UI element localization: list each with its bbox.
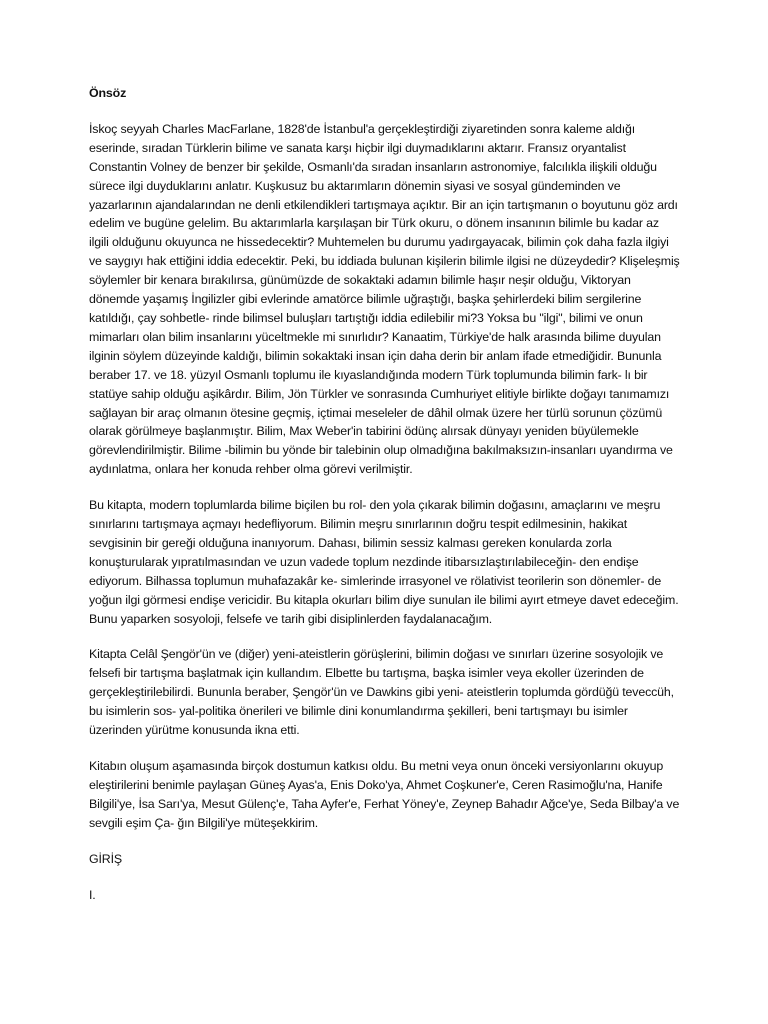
paragraph-1: İskoç seyyah Charles MacFarlane, 1828'de İstanbul'a gerçekleştirdiği ziyaretinden sonra kaleme aldığı eserinde, sıradan Türklerin bilime ve sanata karşı hiçbir ilgi duymadıklarını aktarır. Fransız oryantalist Constantin Volney de benzer bir şekilde, Osmanlı'da sıradan insanların astronomiye, falcılıkla ilişkili olduğu sürece ilgi duyduklarını anlatır. Kuşkusuz bu aktarımların dönemin siyasi ve sosyal gündeminden ve yazarlarının ajandalarından ne denli etkilendikleri tartışmaya açıktır. Bir an için tartışmanın o boyutunu göz ardı edelim ve bugüne gelelim. Bu aktarımlarla karşılaşan bir Türk okuru, o dönem insanının bilimle bu kadar az ilgili olduğunu okuyunca ne hissedecektir? Muhtemelen bu durumu yadırgayacak, bilimin çok daha fazla ilgiyi ve saygıyı hak ettiğini iddia edecektir. Peki, bu iddiada bulunan kişilerin bilimle ilgisi ne düzeydedir? Klişeleşmiş söylemler bir kenara bırakılırsa, günümüzde de sokaktaki adamın bilimle haşır neşir olduğu, Viktoryan dönemde yaşamış İngilizler gibi evlerinde amatörce bilimle uğraştığı, başka şehirlerdeki bilim sergilerine katıldığı, çay sohbetle- rinde bilimsel buluşları tartıştığı iddia edilebilir mi?3 Yoksa bu "ilgi", bilimi ve onun mimarları olan bilim insanlarını yüceltmekle mi sınırlıdır? Kanaatim, Türkiye'de halk arasında bilime duyulan ilginin söylem düzeyinde kaldığı, bilimin sokaktaki insan için daha derin bir anlam ifade etmediğidir. Bununla beraber 17. ve 18. yüzyıl Osmanlı toplumu ile kıyaslandığında modern Türk toplumunda bilimin fark- lı bir statüye sahip olduğu aşikârdır. Bilim, Jön Türkler ve sonrasında Cumhuriyet elitiyle birlikte doğayı tanımamızı sağlayan bir araç olmanın ötesine geçmiş, içtimai meseleler de dâhil olmak üzere her türlü sorunun çözümü olarak görülmeye başlanmıştır. Bilim, Max Weber'in tabirini ödünç alırsak dünyayı yeniden büyülemekle görevlendirilmiştir. Bilime -bilimin bu yönde bir talebinin olup olmadığına bakılmaksızın-insanları uyandırma ve aydınlatma, onlara her konuda rehber olma görevi verilmiştir. [89, 121, 680, 477]
section-number: I. [89, 887, 96, 902]
paragraph-2: Bu kitapta, modern toplumlarda bilime biçilen bu rol- den yola çıkarak bilimin doğasını, amaçlarını ve meşru sınırlarını tartışmaya açmayı hedefliyorum. Bilimin meşru sınırlarının doğru tespit edilmesinin, hakikat sevgisinin bir gereği olduğuna inanıyorum. Dahası, bilimin sessiz kalması gereken konularda zorla konuşturularak yıpratılmasından ve uzun vadede toplum nezdinde itibarsızlaştırılabileceğin- den endişe ediyorum. Bilhassa toplumun muhafazakâr ke- simlerinde irrasyonel ve rölativist teorilerin son dönemler- de yoğun ilgi görmesi endişe vericidir. Bu kitapla okurları bilim diye sunulan ile bilimi ayırt etmeye davet edeceğim. Bunu yaparken sosyoloji, felsefe ve tarih gibi disiplinlerden faydalanacağım. [89, 498, 679, 626]
preface-title: Önsöz [89, 86, 127, 100]
section-heading: GİRİŞ [89, 851, 122, 866]
paragraph-3: Kitapta Celâl Şengör'ün ve (diğer) yeni-ateistlerin görüşlerini, bilimin doğası ve sınırları üzerine sosyolojik ve felsefi bir tartışma başlatmak için kullandım. Elbette bu tartışma, başka isimler veya ekoller üzerinden de gerçekleştirilebilirdi. Bununla beraber, Şengör'ün ve Dawkins gibi yeni- ateistlerin toplumda gördüğü teveccüh, bu isimlerin sos- yal-politika önerileri ve bilimle dini konumlandırma şekilleri, beni tartışmayı bu isimler üzerinden yürütme konusunda ikna etti. [89, 647, 674, 738]
paragraph-4: Kitabın oluşum aşamasında birçok dostumun katkısı oldu. Bu metni veya onun önceki versiyonlarını okuyup eleştirilerini benimle paylaşan Güneş Ayas'a, Enis Doko'ya, Ahmet Coşkuner'e, Ceren Rasimoğlu'na, Hanife Bilgili'ye, İsa Sarı'ya, Mesut Gülenç'e, Taha Ayfer'e, Ferhat Yöney'e, Zeynep Bahadır Ağce'ye, Seda Bilbay'a ve sevgili eşim Ça- ğın Bilgili'ye müteşekkirim. [89, 759, 680, 830]
document-page [89, 84, 681, 921]
